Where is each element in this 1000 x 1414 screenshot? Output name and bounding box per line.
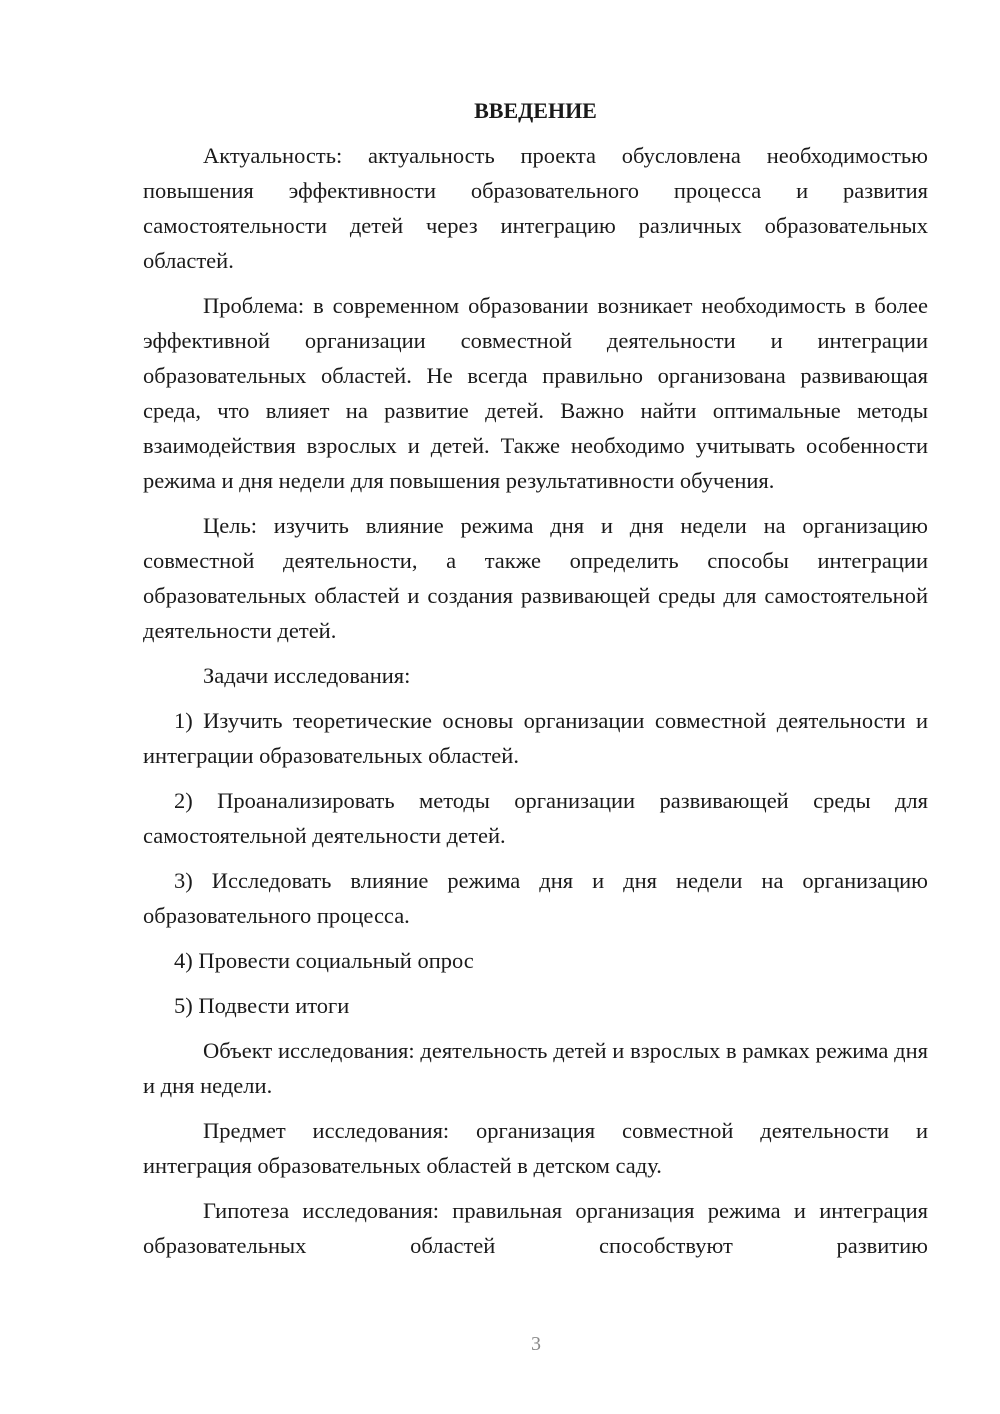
paragraph-problem: Проблема: в современном образовании возникает необходимость в более эффективной организации совместной деятельности и интеграции образовательных областей. Не всегда правильно организована развивающая среда, что влияет на развитие детей. Важно найти оптимальные методы взаимодействия взрослых и детей. Также необходимо учитывать особенности режима и дня недели для повышения результативности обучения. [143,293,928,493]
paragraph-hypothesis: Гипотеза исследования: правильная организация режима и интеграция образовательных областей способствуют развитию [143,1198,928,1258]
paragraph-tasks-title: Задачи исследования: [203,663,411,688]
paragraph-relevance: Актуальность: актуальность проекта обусловлена необходимостью повышения эффективности образовательного процесса и развития самостоятельности детей через интеграцию различных образовательных областей. [143,143,928,273]
task-item-1: 1) Изучить теоретические основы организации совместной деятельности и интеграции образовательных областей. [143,708,928,768]
paragraph-subject: Предмет исследования: организация совместной деятельности и интеграция образовательных областей в детском саду. [143,1118,928,1178]
page-number: 3 [531,1333,541,1355]
document-body [143,96,928,1273]
task-item-3: 3) Исследовать влияние режима дня и дня недели на организацию образовательного процесса. [143,868,928,928]
section-heading: ВВЕДЕНИЕ [474,98,597,123]
task-item-5: 5) Подвести итоги [174,993,350,1018]
task-item-2: 2) Проанализировать методы организации развивающей среды для самостоятельной деятельности детей. [143,788,928,848]
task-item-4: 4) Провести социальный опрос [174,948,474,973]
paragraph-object: Объект исследования: деятельность детей и взрослых в рамках режима дня и дня недели. [143,1038,928,1098]
paragraph-goal: Цель: изучить влияние режима дня и дня недели на организацию совместной деятельности, а также определить способы интеграции образовательных областей и создания развивающей среды для самостоятельной деятельности детей. [143,513,928,643]
